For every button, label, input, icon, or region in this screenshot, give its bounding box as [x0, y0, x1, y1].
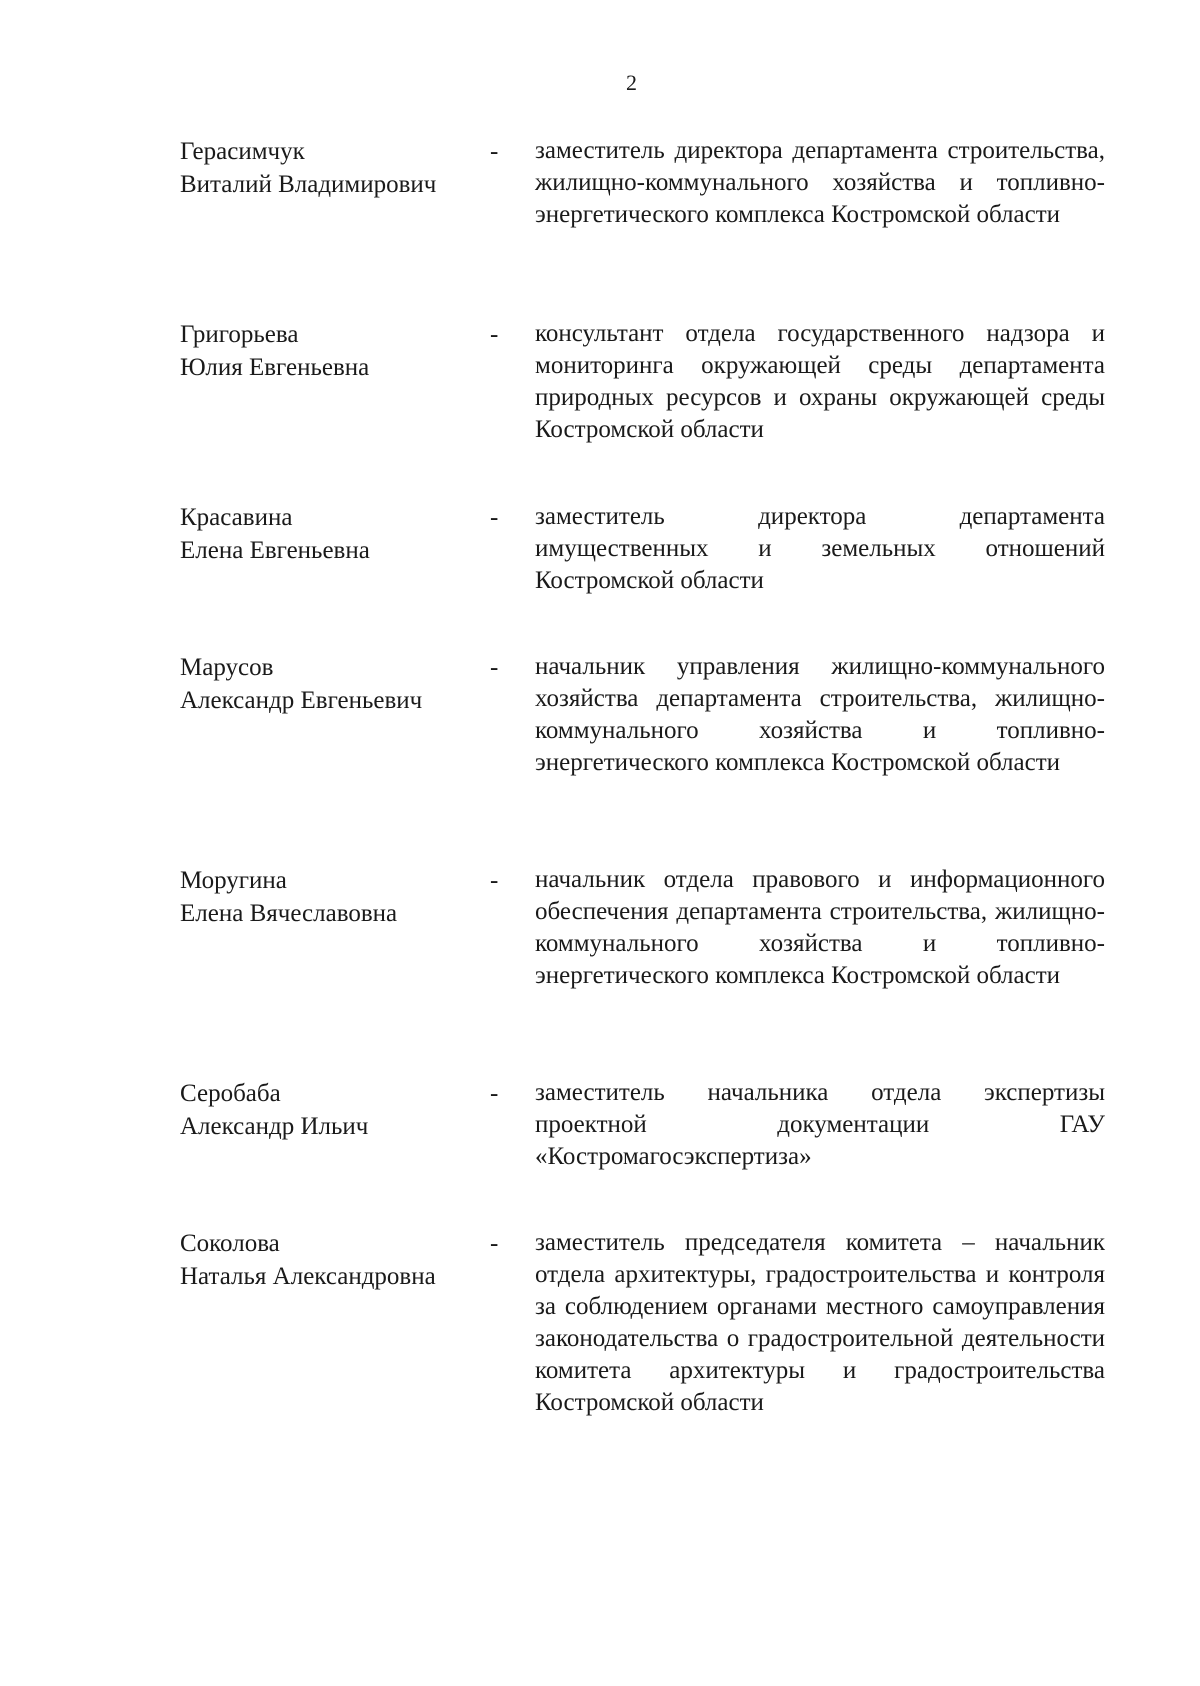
member-position: заместитель начальника отдела экспертизы проектной документации ГАУ «Костромагосэкспертиза» [535, 1079, 1105, 1170]
separator-dash: - [490, 138, 499, 165]
member-position: консультант отдела государственного надзора и мониторинга окружающей среды департамента природных ресурсов и охраны окружающей среды Костромской области [535, 320, 1105, 443]
separator-dash: - [490, 1080, 499, 1107]
member-given-names: Елена Евгеньевна [180, 537, 370, 564]
member-name [180, 651, 470, 717]
separator-dash: - [490, 867, 499, 894]
member-name [180, 864, 470, 930]
member-name [180, 501, 470, 567]
member-given-names: Елена Вячеславовна [180, 900, 398, 927]
member-surname: Соколова [180, 1230, 280, 1257]
member-entry [0, 651, 1200, 881]
page-number: 2 [626, 70, 637, 95]
member-given-names: Виталий Владимирович [180, 171, 437, 198]
member-given-names: Александр Евгеньевич [180, 687, 423, 714]
member-position: заместитель председателя комитета – начальник отдела архитектуры, градостроительства и контроля за соблюдением органами местного самоуправления законодательства о градостроительной деятельности комитета архитектуры и градостроительства Костромской области [535, 1229, 1105, 1416]
member-given-names: Юлия Евгеньевна [180, 354, 370, 381]
separator-dash: - [490, 321, 499, 348]
member-position: заместитель директора департамента строительства, жилищно-коммунального хозяйства и топливно-энергетического комплекса Костромской области [535, 137, 1105, 228]
member-surname: Моругина [180, 867, 287, 894]
member-name [180, 135, 470, 201]
member-entry [0, 864, 1200, 1094]
member-surname: Красавина [180, 504, 293, 531]
member-name [180, 1227, 470, 1293]
member-surname: Марусов [180, 654, 274, 681]
member-given-names: Александр Ильич [180, 1113, 369, 1140]
member-entry [0, 1227, 1200, 1527]
member-name [180, 318, 470, 384]
member-name [180, 1077, 470, 1143]
member-position: заместитель директора департамента имущественных и земельных отношений Костромской области [535, 503, 1105, 594]
member-surname: Герасимчук [180, 138, 305, 165]
separator-dash: - [490, 654, 499, 681]
member-surname: Серобаба [180, 1080, 281, 1107]
member-given-names: Наталья Александровна [180, 1263, 436, 1290]
member-surname: Григорьева [180, 321, 299, 348]
member-position: начальник управления жилищно-коммунального хозяйства департамента строительства, жилищно-коммунального хозяйства и топливно-энергетического комплекса Костромской области [535, 653, 1105, 776]
separator-dash: - [490, 504, 499, 531]
separator-dash: - [490, 1230, 499, 1257]
member-position: начальник отдела правового и информационного обеспечения департамента строительства, жилищно-коммунального хозяйства и топливно-энергетического комплекса Костромской области [535, 866, 1105, 989]
